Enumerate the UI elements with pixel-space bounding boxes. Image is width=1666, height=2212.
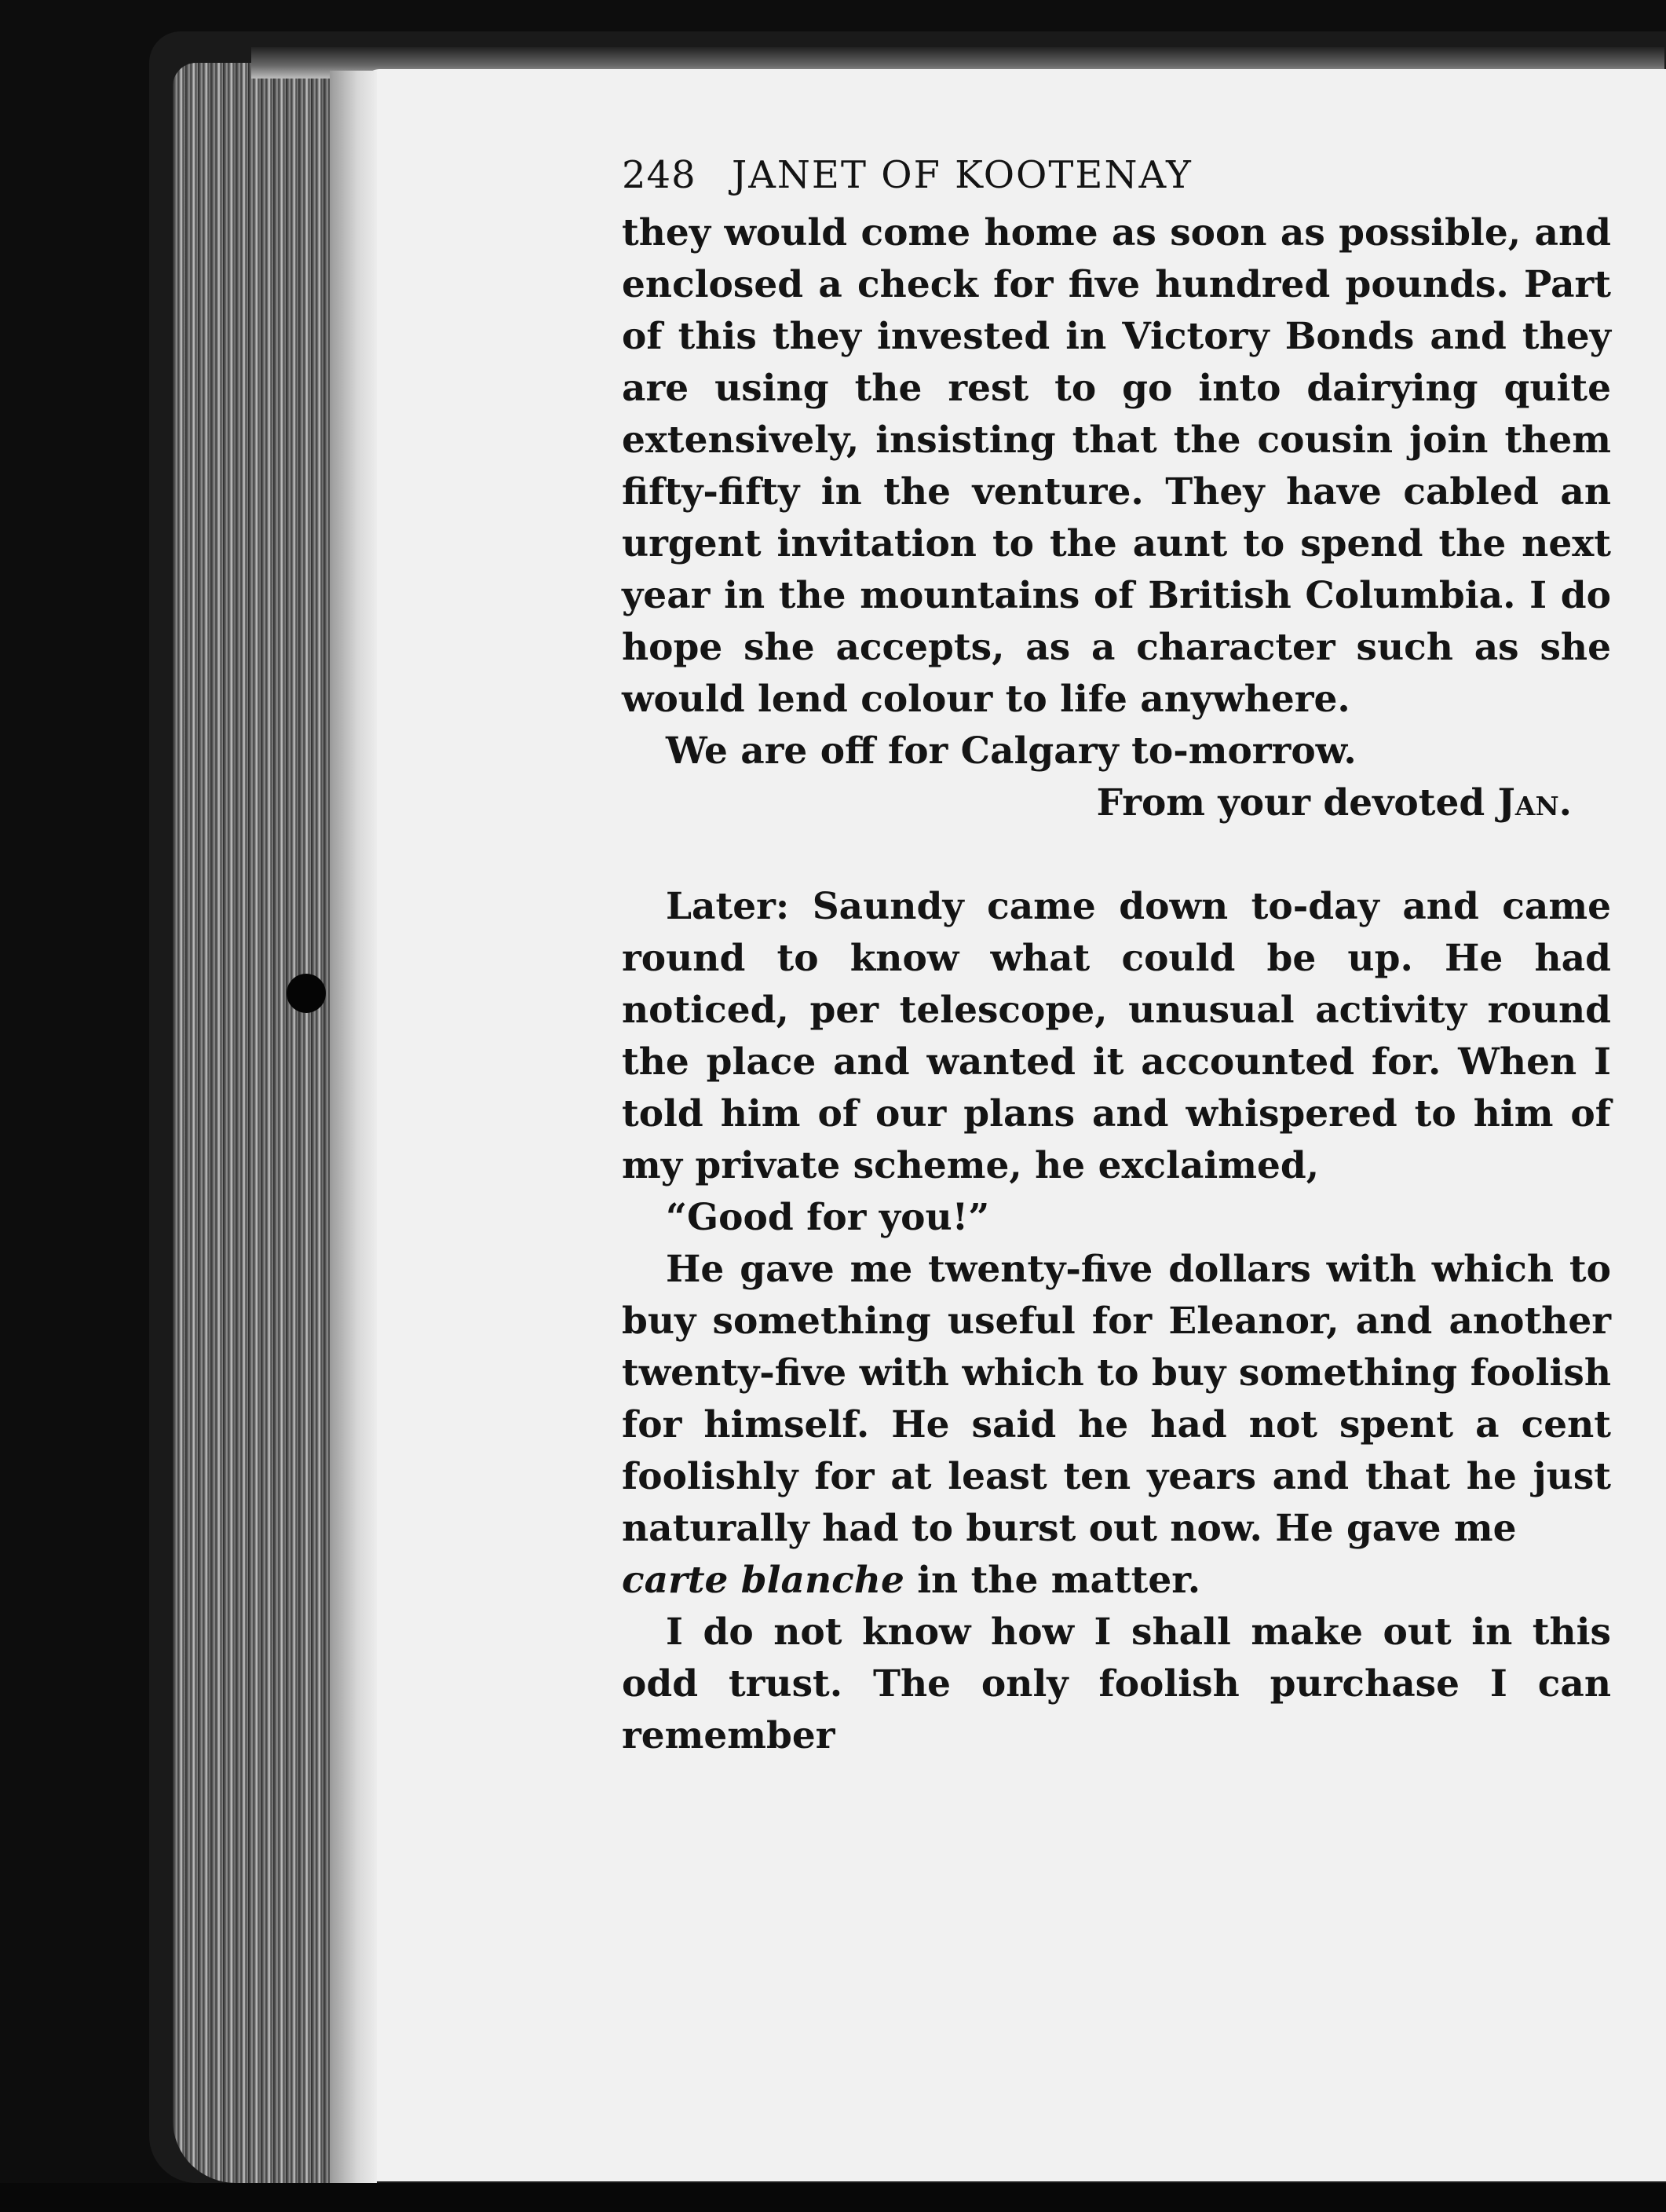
paragraph-5 (622, 1244, 1611, 1607)
page-content (622, 148, 1611, 1762)
signature (622, 777, 1611, 829)
paragraph-4: “Good for you!” (666, 1196, 990, 1239)
running-head (622, 148, 1611, 203)
book-page (361, 69, 1666, 2181)
paragraph-2: We are off for Calgary to-morrow. (666, 729, 1357, 773)
binding-mark (287, 974, 326, 1013)
running-title: JANET OF KOOTENAY (732, 153, 1193, 197)
section-spacer (622, 829, 1611, 881)
paragraph-1: they would come home as soon as possible, and enclosed a check for five hundred pounds. Part of this they invested in Victory Bonds and they are using the rest to go into dairying quite extensively, insisting that the cousin join them fifty-fifty in the venture. They have cabled an urgent invitation to the aunt to spend the next year in the mountains of British Columbia. I do hope she accepts, as a character such as she would lend colour to life anywhere. (622, 211, 1611, 721)
page-number: 248 (622, 153, 696, 197)
page-gutter (330, 71, 377, 2183)
signature-name: Jan. (1497, 781, 1572, 824)
paragraph-5-text: He gave me twenty-five dollars with which to buy something useful for Eleanor, and another twenty-five with which to buy something foolish for himself. He said he had not spent a cent foolishly for at least ten years and that he just naturally had to burst out now. He gave me (622, 1248, 1611, 1550)
paragraph-6: I do not know how I shall make out in this odd trust. The only foolish purchase I can remember (622, 1611, 1611, 1757)
signature-prefix: From your devoted (1096, 781, 1498, 824)
bottom-strip (0, 2183, 1666, 2212)
paragraph-5-end: in the matter. (904, 1559, 1201, 1602)
paragraph-5-italic: carte blanche (622, 1559, 904, 1602)
paragraph-3: Later: Saundy came down to-day and came round to know what could be up. He had noticed, per telescope, unusual activity round the place and wanted it accounted for. When I told him of our plans and whispered to him of my private scheme, he exclaimed, (622, 885, 1611, 1187)
body-text (622, 207, 1611, 1762)
